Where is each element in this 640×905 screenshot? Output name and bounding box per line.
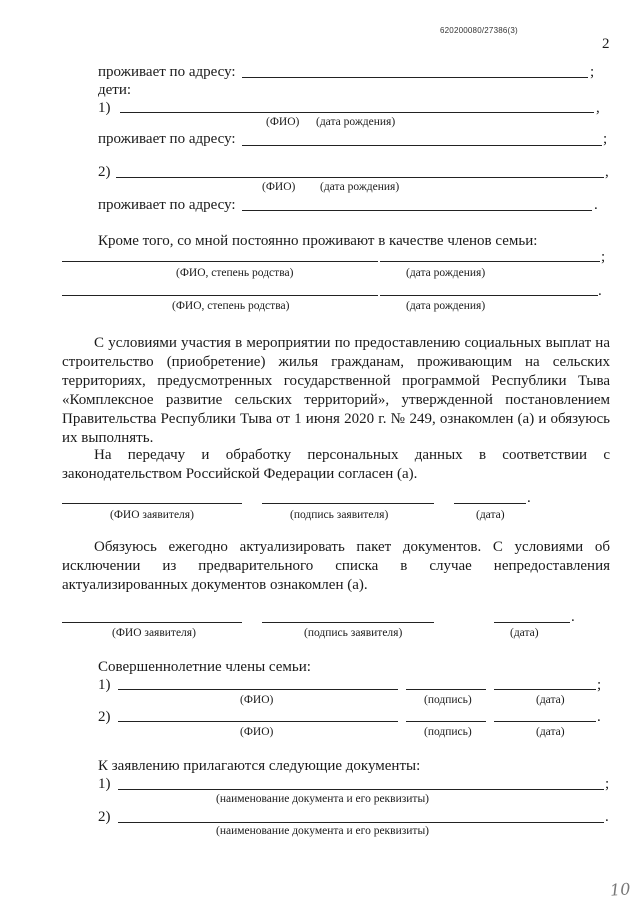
family-member-2-birth-line — [380, 295, 598, 296]
caption-fio: (ФИО) — [266, 116, 300, 128]
family-members-intro: Кроме того, со мной постоянно проживают в качестве членов семьи: — [98, 233, 538, 249]
caption-date: (дата) — [510, 627, 539, 639]
caption-fio: (ФИО) — [262, 181, 296, 193]
conditions-text: С условиями участия в мероприятии по предоставлению социальных выплат на строительство (приобретение) жилья гражданам, проживающим на сельских территориях, предусмотренных государственной программой Республики Тыва «Комплексное развитие сельских территорий», утвержденной постановлением Правительства Республики Тыва от 1 июня 2020 г. № 249, ознакомлен (а) и обязуюсь их выполнять. — [62, 335, 610, 446]
punct: . — [597, 709, 601, 725]
caption-fio-relation: (ФИО, степень родства) — [172, 300, 290, 312]
lives-at-label: проживает по адресу: — [98, 197, 236, 213]
adult-member-2-date-line — [494, 721, 596, 722]
address-line — [242, 210, 592, 211]
caption-signature: (подпись) — [424, 694, 472, 706]
punct: ; — [605, 776, 610, 792]
child-2-number: 2) — [98, 164, 111, 180]
caption-fio-relation: (ФИО, степень родства) — [176, 267, 294, 279]
date-line — [454, 503, 526, 504]
consent-paragraph — [62, 446, 610, 484]
caption-date: (дата) — [536, 726, 565, 738]
family-member-1-name-line — [62, 261, 378, 262]
caption-applicant-fio: (ФИО заявителя) — [110, 509, 194, 521]
document-1-number: 1) — [98, 776, 111, 792]
caption-birth-date: (дата рождения) — [406, 300, 486, 312]
punct: ; — [597, 677, 602, 693]
adult-member-2-number: 2) — [98, 709, 111, 725]
caption-fio: (ФИО) — [240, 726, 274, 738]
adult-member-2-name-line — [118, 721, 398, 722]
child-2-line — [116, 177, 604, 178]
lives-at-label: проживает по адресу: — [98, 131, 236, 147]
children-label: дети: — [98, 82, 132, 98]
obligation-paragraph — [62, 538, 610, 595]
applicant-name-line — [62, 503, 242, 504]
child-1-line — [120, 112, 594, 113]
caption-applicant-fio: (ФИО заявителя) — [112, 627, 196, 639]
address-line — [242, 145, 602, 146]
caption-document: (наименование документа и его реквизиты) — [216, 825, 429, 837]
document-2-number: 2) — [98, 809, 111, 825]
punct: . — [571, 609, 575, 625]
punct: , — [605, 164, 609, 180]
page-number: 2 — [602, 36, 610, 52]
caption-fio: (ФИО) — [240, 694, 274, 706]
conditions-paragraph — [62, 334, 610, 448]
document-2-line — [118, 822, 604, 823]
punct: . — [594, 197, 598, 213]
adult-members-label: Совершеннолетние члены семьи: — [98, 659, 311, 675]
adult-member-1-name-line — [118, 689, 398, 690]
date-line — [494, 622, 570, 623]
punct: . — [598, 283, 602, 299]
caption-document: (наименование документа и его реквизиты) — [216, 793, 429, 805]
applicant-name-line — [62, 622, 242, 623]
caption-date: (дата) — [476, 509, 505, 521]
documents-label: К заявлению прилагаются следующие документы: — [98, 758, 421, 774]
obligation-text: Обязуюсь ежегодно актуализировать пакет документов. С условиями об исключении из предварительного списка в случае непредоставления актуализированных документов ознакомлен (а). — [62, 539, 610, 593]
applicant-signature-line — [262, 503, 434, 504]
family-member-1-birth-line — [380, 261, 600, 262]
address-line — [242, 77, 588, 78]
lives-at-label: проживает по адресу: — [98, 64, 236, 80]
punct: ; — [603, 131, 608, 147]
punct: ; — [590, 64, 595, 80]
caption-date: (дата) — [536, 694, 565, 706]
document-code: 620200080/27386(3) — [440, 26, 518, 35]
adult-member-1-number: 1) — [98, 677, 111, 693]
caption-birth-date: (дата рождения) — [316, 116, 396, 128]
consent-text: На передачу и обработку персональных данных в соответствии с законодательством Российской Федерации согласен (а). — [62, 447, 610, 482]
handwritten-page-mark: 10 — [609, 879, 631, 900]
caption-applicant-signature: (подпись заявителя) — [290, 509, 389, 521]
applicant-signature-line — [262, 622, 434, 623]
family-member-2-name-line — [62, 295, 378, 296]
punct: . — [605, 809, 609, 825]
punct: . — [527, 490, 531, 506]
caption-birth-date: (дата рождения) — [320, 181, 400, 193]
child-1-number: 1) — [98, 100, 111, 116]
caption-signature: (подпись) — [424, 726, 472, 738]
adult-member-2-signature-line — [406, 721, 486, 722]
adult-member-1-date-line — [494, 689, 596, 690]
punct: ; — [601, 249, 606, 265]
document-1-line — [118, 789, 604, 790]
adult-member-1-signature-line — [406, 689, 486, 690]
punct: , — [596, 100, 600, 116]
caption-birth-date: (дата рождения) — [406, 267, 486, 279]
caption-applicant-signature: (подпись заявителя) — [304, 627, 403, 639]
